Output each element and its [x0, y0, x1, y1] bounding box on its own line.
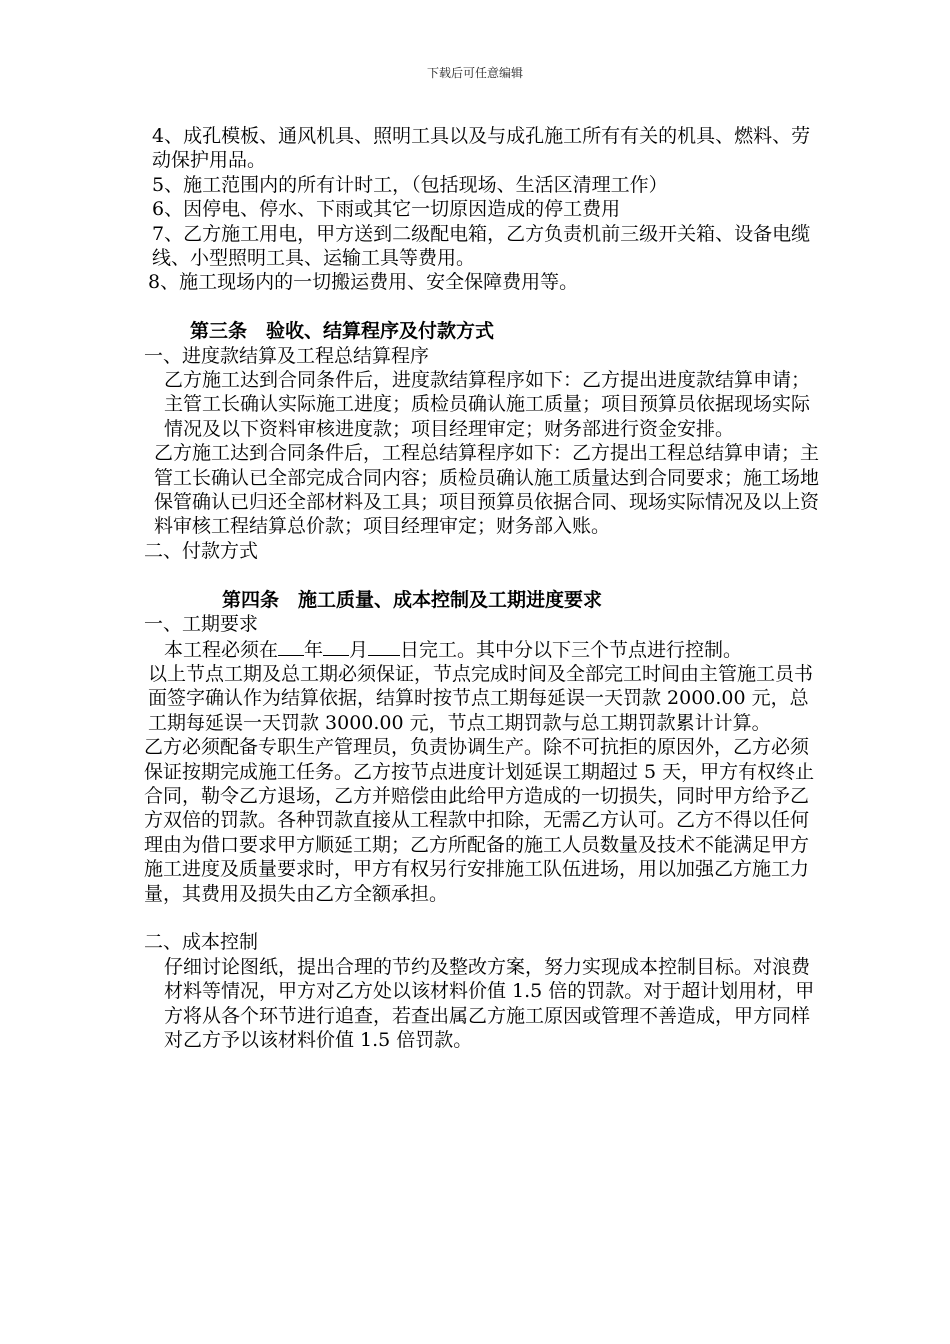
month-blank: [323, 637, 349, 656]
spacer: [144, 563, 824, 587]
period-prefix: 本工程必须在: [164, 638, 279, 661]
article-4-section-1-title: 一、工期要求: [144, 613, 259, 636]
article-4-period-paragraph: [144, 637, 824, 662]
article-3-title: 第三条 验收、结算程序及付款方式: [190, 320, 495, 343]
period-suffix: 日完工。其中分以下三个节点进行控制。: [400, 638, 743, 661]
period-year: 年: [304, 638, 324, 661]
article-3-paragraph-2: 乙方施工达到合同条件后，工程总结算程序如下：乙方提出工程总结算申请；主管工长确认已全部完成合同内容；质检员确认施工质量达到合同要求；施工场地保管确认已归还全部材料及工具；项目预算员依据合同、现场实际情况及以上资料审核工程结算总价款；项目经理审定；财务部入账。: [154, 442, 820, 538]
spacer: [144, 906, 824, 930]
article-3-paragraph-1: 乙方施工达到合同条件后，进度款结算程序如下：乙方提出进度款结算申请；主管工长确认实际施工进度；质检员确认施工质量；项目预算员依据现场实际情况及以下资料审核进度款；项目经理审定；财务部进行资金安排。: [164, 369, 811, 440]
article-4-title: 第四条 施工质量、成本控制及工期进度要求: [222, 588, 603, 611]
document-body: [144, 124, 824, 1052]
list-item-8: 8、施工现场内的一切搬运费用、安全保障费用等。: [148, 271, 579, 294]
list-item-7: 7、乙方施工用电，甲方送到二级配电箱，乙方负责机前三级开关箱、设备电缆线、小型照明工具、运输工具等费用。: [152, 222, 811, 270]
period-month: 月: [349, 638, 369, 661]
spacer: [144, 295, 824, 319]
article-4-paragraph-2: 以上节点工期及总工期必须保证，节点完成时间及全部完工时间由主管施工员书面签字确认作为结算依据，结算时按节点工期每延误一天罚款 2000.00 元，总工期每延误一天罚款 3000.00 元，节点工期罚款与总工期罚款累计计算。: [148, 662, 814, 734]
article-3-section-1-title: 一、进度款结算及工程总结算程序: [144, 344, 430, 367]
list-item-5: 5、施工范围内的所有计时工，（包括现场、生活区清理工作）: [152, 173, 668, 196]
article-4-section-2-title: 二、成本控制: [144, 931, 259, 954]
page-header: 下载后可任意编辑: [426, 66, 523, 80]
article-3-section-2-title: 二、付款方式: [144, 539, 259, 562]
day-blank: [368, 637, 400, 656]
list-item-6: 6、因停电、停水、下雨或其它一切原因造成的停工费用: [152, 198, 621, 221]
year-blank: [278, 637, 304, 656]
article-4-paragraph-3: 乙方必须配备专职生产管理员，负责协调生产。除不可抗拒的原因外，乙方必须保证按期完成施工任务。乙方按节点进度计划延误工期超过 5 天，甲方有权终止合同，勒令乙方退场，乙方并赔偿由此给甲方造成的一切损失，同时甲方给予乙方双倍的罚款。各种罚款直接从工程款中扣除，无需乙方认可。乙方不得以任何理由为借口要求甲方顺延工期；乙方所配备的施工人员数量及技术不能满足甲方施工进度及质量要求时，甲方有权另行安排施工队伍进场，用以加强乙方施工力量，其费用及损失由乙方全额承担。: [144, 736, 815, 905]
article-4-paragraph-4: 仔细讨论图纸，提出合理的节约及整改方案，努力实现成本控制目标。对浪费材料等情况，甲方对乙方处以该材料价值 1.5 倍的罚款。对于超计划用材，甲方将从各个环节进行追查，若查出属乙方施工原因或管理不善造成，甲方同样对乙方予以该材料价值 1.5 倍罚款。: [164, 955, 815, 1051]
list-item-4: 4、成孔模板、通风机具、照明工具以及与成孔施工所有有关的机具、燃料、劳动保护用品。: [152, 125, 811, 172]
